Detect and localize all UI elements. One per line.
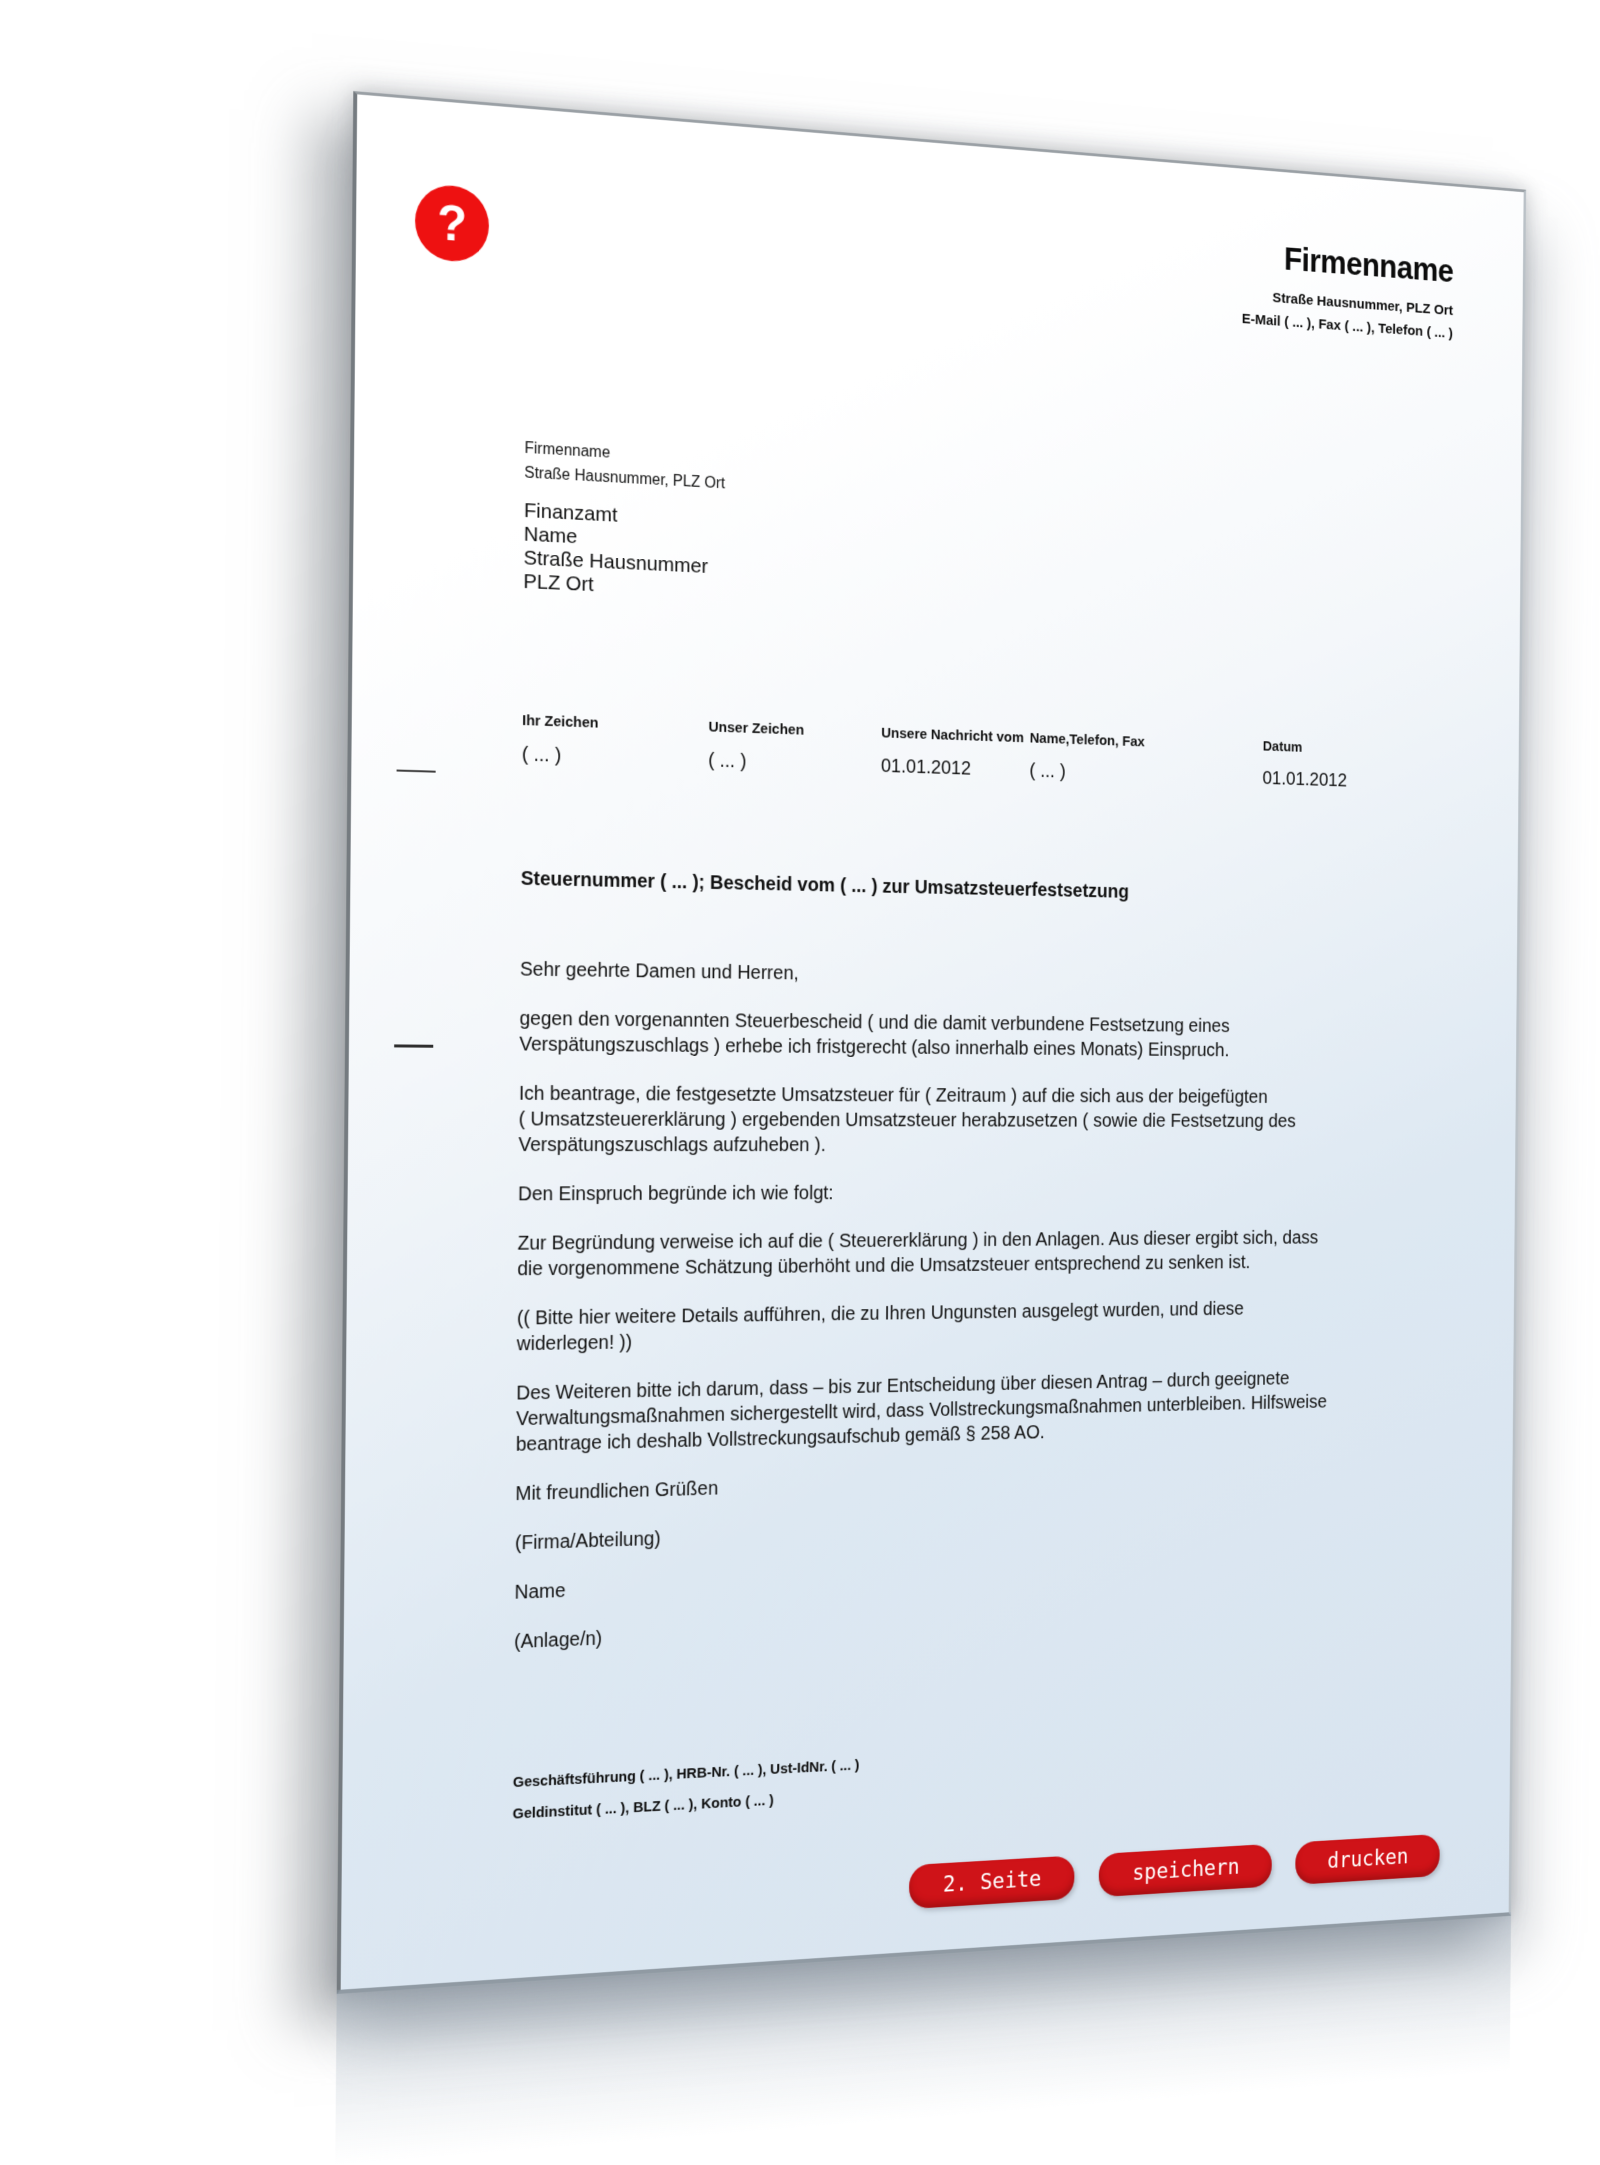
fold-mark <box>397 770 436 773</box>
body-paragraph: (( Bitte hier weitere Details aufführen, die zu Ihren Ungunsten ausgelegt wurden, und diese widerlegen! )) <box>516 1298 1244 1356</box>
reference-label: Datum <box>1262 738 1303 756</box>
reference-unser-zeichen <box>708 719 881 778</box>
footer-line: Geschäftsführung ( ... ), HRB-Nr. ( ... ), Ust-IdNr. ( ... ) <box>512 1756 860 1792</box>
reference-datum <box>1262 738 1347 792</box>
reference-value: ( ... ) <box>1029 760 1066 783</box>
letterhead-address: Straße Hausnummer, PLZ Ort <box>1272 289 1454 319</box>
letterhead <box>1242 237 1454 345</box>
reference-row <box>522 712 1348 792</box>
reference-label: Ihr Zeichen <box>522 712 599 732</box>
recipient-address-block <box>523 499 708 602</box>
reference-value: ( ... ) <box>708 749 747 773</box>
reference-label: Unser Zeichen <box>708 718 805 739</box>
second-page-button[interactable]: 2. Seite <box>909 1855 1075 1909</box>
body-paragraph: gegen den vorgenannten Steuerbescheid ( und die damit verbundene Festsetzung eines Verspätungszuschlags ) erhebe ich fristgerecht (also innerhalb eines Monats) Einspruch. <box>519 1008 1230 1061</box>
closing-greeting: Mit freundlichen Grüßen <box>515 1477 719 1506</box>
reference-value: 01.01.2012 <box>1262 768 1348 792</box>
sender-line: Firmenname <box>524 440 611 462</box>
letter-footer <box>512 1750 859 1830</box>
body-paragraph: Zur Begründung verweise ich auf die ( Steuererklärung ) in den Anlagen. Aus dieser ergibt sich, dass die vorgenommene Schätzung überhöht und die Umsatzsteuer entsprechend zu senken ist. <box>517 1227 1319 1281</box>
closing-company: (Firma/Abteilung) <box>514 1528 661 1555</box>
print-button[interactable]: drucken <box>1295 1834 1440 1885</box>
closing-attachments: (Anlage/n) <box>514 1627 603 1653</box>
recipient-line: Straße Hausnummer <box>523 546 709 578</box>
body-paragraph: Ich beantrage, die festgesetzte Umsatzsteuer für ( Zeitraum ) auf die sich aus der beigefügten ( Umsatzsteuererklärung ) ergebenden Umsatzsteuer herabzusetzen ( sowie die Festsetzung des Verspätungszuschlags aufzuheben ). <box>518 1082 1296 1156</box>
letterhead-company-name: Firmenname <box>1283 240 1454 290</box>
help-icon[interactable]: ? <box>415 183 489 264</box>
sender-line: Straße Hausnummer, PLZ Ort <box>524 464 726 493</box>
body-paragraph: Den Einspruch begründe ich wie folgt: <box>517 1182 834 1206</box>
recipient-line: Name <box>523 522 578 549</box>
subject-line: Steuernummer ( ... ); Bescheid vom ( ... ) zur Umsatzsteuerfestsetzung <box>520 867 1130 903</box>
reference-value: 01.01.2012 <box>880 755 972 780</box>
fold-mark <box>394 1044 433 1047</box>
letterhead-contact: E-Mail ( ... ), Fax ( ... ), Telefon ( ... ) <box>1241 310 1453 342</box>
sender-address-block <box>524 436 725 496</box>
letter-page <box>337 91 1526 1994</box>
action-buttons <box>909 1834 1440 1909</box>
reference-label: Name,Telefon, Fax <box>1029 730 1145 751</box>
reference-nachricht-vom <box>881 725 1030 782</box>
body-paragraph: Des Weiteren bitte ich darum, dass – bis zur Entscheidung über diesen Antrag – durch geeignete Verwaltungsmaßnahmen sichergestellt wird, dass Vollstreckungsmaßnahmen unterbleiben. Hilfsweise beantrage ich deshalb Vollstreckungsaufschub gemäß § 258 AO. <box>515 1368 1327 1456</box>
recipient-line: Finanzamt <box>523 499 618 527</box>
body-paragraph: Sehr geehrte Damen und Herren, <box>519 958 799 985</box>
letter-body <box>514 957 1486 1679</box>
footer-line: Geldinstitut ( ... ), BLZ ( ... ), Konto ( ... ) <box>512 1792 774 1823</box>
reference-label: Unsere Nachricht vom <box>881 724 1024 747</box>
closing-name: Name <box>514 1580 566 1604</box>
reference-ihr-zeichen <box>522 712 709 772</box>
reference-value: ( ... ) <box>521 743 562 767</box>
reference-name-telefon-fax <box>1029 730 1263 789</box>
recipient-line: PLZ Ort <box>523 570 594 597</box>
save-button[interactable]: speichern <box>1099 1844 1272 1897</box>
